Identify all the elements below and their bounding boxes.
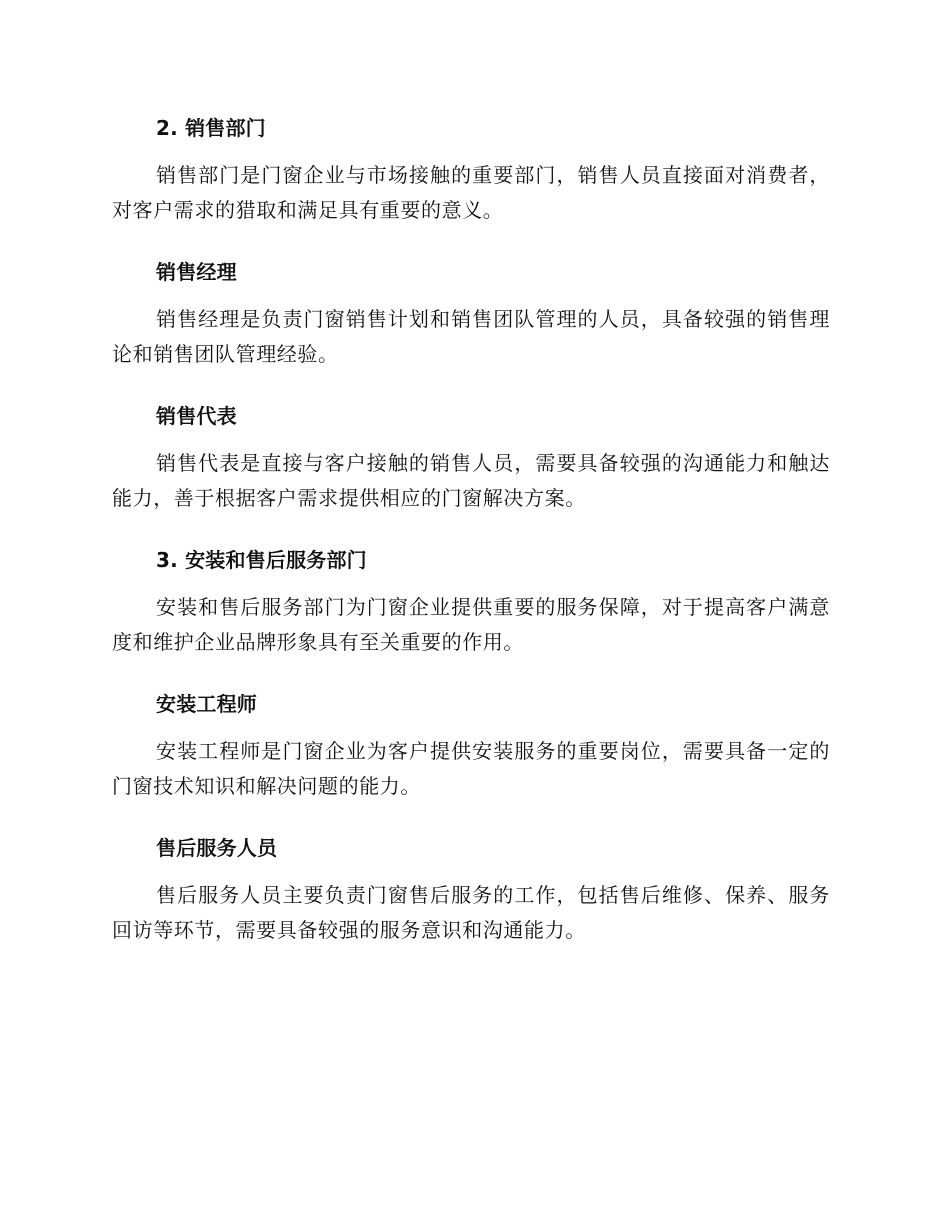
section-paragraph-installation-engineer: 安装工程师是门窗企业为客户提供安装服务的重要岗位，需要具备一定的门窗技术知识和解决问题的能力。 bbox=[112, 739, 830, 798]
section-paragraph-after-sales-staff: 售后服务人员主要负责门窗售后服务的工作，包括售后维修、保养、服务回访等环节，需要具备较强的服务意识和沟通能力。 bbox=[112, 883, 830, 942]
section-paragraph-sales-representative: 销售代表是直接与客户接触的销售人员，需要具备较强的沟通能力和触达能力，善于根据客户需求提供相应的门窗解决方案。 bbox=[112, 451, 830, 510]
section-heading-installation-engineer: 安装工程师 bbox=[156, 692, 257, 716]
section-paragraph-sales-department: 销售部门是门窗企业与市场接触的重要部门，销售人员直接面对消费者，对客户需求的猎取和满足具有重要的意义。 bbox=[112, 163, 830, 222]
section-heading-sales-department: 2. 销售部门 bbox=[156, 116, 266, 140]
section-paragraph-installation-after-sales: 安装和售后服务部门为门窗企业提供重要的服务保障，对于提高客户满意度和维护企业品牌形象具有至关重要的作用。 bbox=[112, 595, 830, 654]
section-heading-installation-after-sales: 3. 安装和售后服务部门 bbox=[156, 548, 367, 572]
section-heading-sales-manager: 销售经理 bbox=[156, 260, 237, 284]
section-heading-after-sales-staff: 售后服务人员 bbox=[156, 836, 278, 860]
document-body bbox=[112, 108, 830, 972]
section-heading-sales-representative: 销售代表 bbox=[156, 404, 237, 428]
section-paragraph-sales-manager: 销售经理是负责门窗销售计划和销售团队管理的人员，具备较强的销售理论和销售团队管理经验。 bbox=[112, 307, 830, 366]
